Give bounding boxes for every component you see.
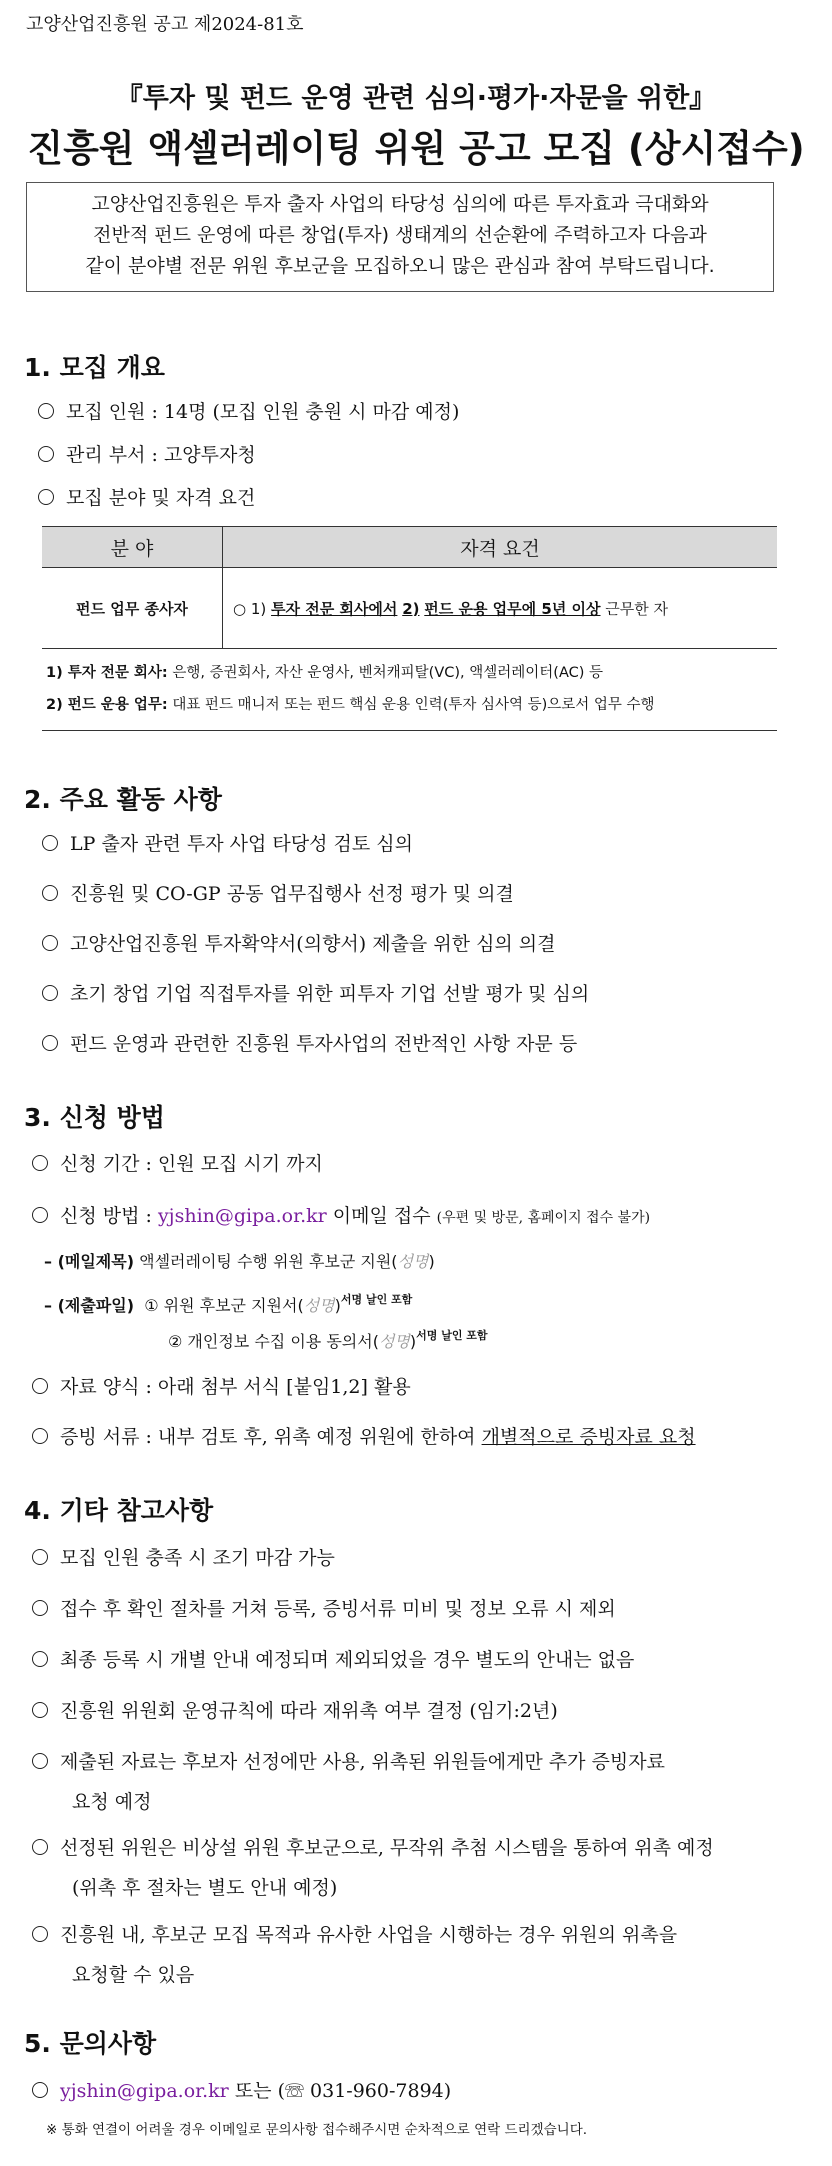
contact-email-link[interactable]: yjshin@gipa.or.kr: [60, 2080, 229, 2102]
section-4-heading: 4. 기타 참고사항: [24, 1496, 214, 1525]
list-item: 고양산업진흥원 투자확약서(의향서) 제출을 위한 심의 의결: [42, 929, 556, 956]
list-item: 진흥원 내, 후보군 모집 목적과 유사한 사업을 시행하는 경우 위원의 위촉을: [32, 1920, 677, 1947]
circle-bullet-icon: [32, 1549, 48, 1565]
circle-bullet-icon: [42, 985, 58, 1001]
page-title: 진흥원 액셀러레이팅 위원 공고 모집 (상시접수): [27, 127, 805, 170]
list-item: 증빙 서류 : 내부 검토 후, 위촉 예정 위원에 한하여 개별적으로 증빙자료 요청: [32, 1422, 696, 1449]
list-item-continuation: (위촉 후 절차는 별도 안내 예정): [72, 1877, 338, 1899]
intro-box: [26, 182, 774, 292]
section-2-heading: 2. 주요 활동 사항: [24, 785, 222, 814]
list-item: 펀드 운영과 관련한 진흥원 투자사업의 전반적인 사항 자문 등: [42, 1029, 577, 1056]
section-3-heading: 3. 신청 방법: [24, 1103, 165, 1132]
circle-bullet-icon: [32, 1207, 48, 1223]
title-line-1: 『투자 및 펀드 운영 관련 심의·평가·자문을 위한』: [115, 83, 717, 114]
list-item: 진흥원 위원회 운영규칙에 따라 재위촉 여부 결정 (임기:2년): [32, 1696, 558, 1723]
list-item: 초기 창업 기업 직접투자를 위한 피투자 기업 선발 평가 및 심의: [42, 979, 589, 1006]
list-item: 모집 인원 : 14명 (모집 인원 충원 시 마감 예정): [38, 397, 459, 424]
table-note: 1) 투자 전문 회사: 은행, 증권회사, 자산 운영사, 벤처캐피탈(VC), 액셀러레이터(AC) 등: [46, 665, 604, 681]
list-item: LP 출자 관련 투자 사업 타당성 검토 심의: [42, 829, 413, 856]
intro-line: 전반적 펀드 운영에 따른 창업(투자) 생태계의 선순환에 주력하고자 다음과: [93, 224, 707, 246]
table-row: [42, 568, 777, 649]
list-item-continuation: 요청할 수 있음: [72, 1964, 195, 1986]
list-item: 제출된 자료는 후보자 선정에만 사용, 위촉된 위원들에게만 추가 증빙자료: [32, 1747, 665, 1774]
list-item: 접수 후 확인 절차를 거쳐 등록, 증빙서류 미비 및 정보 오류 시 제외: [32, 1594, 616, 1621]
circle-bullet-icon: [32, 2082, 48, 2098]
table-header-row: [42, 527, 777, 568]
circle-bullet-icon: [38, 403, 54, 419]
contact-phone: (☏ 031-960-7894): [277, 2080, 452, 2102]
circle-bullet-icon: [32, 1155, 48, 1171]
circle-bullet-icon: [32, 1839, 48, 1855]
circle-bullet-icon: [42, 835, 58, 851]
list-item: 모집 인원 충족 시 조기 마감 가능: [32, 1543, 335, 1570]
circle-bullet-icon: [32, 1428, 48, 1444]
circle-bullet-icon: [32, 1651, 48, 1667]
divider: [42, 730, 777, 731]
list-item: 신청 기간 : 인원 모집 시기 까지: [32, 1149, 323, 1176]
table-header-requirements: 자격 요건: [223, 527, 778, 568]
intro-line: 같이 분야별 전문 위원 후보군을 모집하오니 많은 관심과 참여 부탁드립니다.: [85, 255, 715, 277]
contact-line: yjshin@gipa.or.kr 또는 (☏ 031-960-7894): [32, 2076, 451, 2103]
circle-bullet-icon: [38, 489, 54, 505]
list-item: 관리 부서 : 고양투자청: [38, 440, 256, 467]
table-header-field: 분 야: [42, 527, 223, 568]
mail-subject-line: – (메일제목) 액셀러레이팅 수행 위원 후보군 지원(성명): [44, 1252, 435, 1271]
intro-line: 고양산업진흥원은 투자 출자 사업의 타당성 심의에 따른 투자효과 극대화와: [91, 193, 709, 215]
list-item: 진흥원 및 CO-GP 공동 업무집행사 선정 평가 및 의결: [42, 879, 514, 906]
notice-number: 고양산업진흥원 공고 제2024-81호: [26, 14, 304, 35]
qualification-table: [42, 526, 777, 649]
list-item: 최종 등록 시 개별 안내 예정되며 제외되었을 경우 별도의 안내는 없음: [32, 1645, 634, 1672]
circle-bullet-icon: [32, 1753, 48, 1769]
circle-bullet-icon: [42, 935, 58, 951]
section-1-heading: 1. 모집 개요: [24, 353, 165, 382]
circle-bullet-icon: [32, 1600, 48, 1616]
list-item: 신청 방법 : yjshin@gipa.or.kr 이메일 접수 (우편 및 방문, 홈페이지 접수 불가): [32, 1201, 650, 1228]
contact-note: ※ 통화 연결이 어려울 경우 이메일로 문의사항 접수해주시면 순차적으로 연락 드리겠습니다.: [46, 2122, 588, 2138]
list-item: 자료 양식 : 아래 첨부 서식 [붙임1,2] 활용: [32, 1372, 411, 1399]
table-cell-requirements: ○ 1) 투자 전문 회사에서 2) 펀드 운용 업무에 5년 이상 근무한 자: [223, 568, 778, 649]
list-item: 선정된 위원은 비상설 위원 후보군으로, 무작위 추첨 시스템을 통하여 위촉 예정: [32, 1833, 714, 1860]
circle-bullet-icon: [42, 1035, 58, 1051]
circle-bullet-icon: [32, 1926, 48, 1942]
circle-bullet-icon: [42, 885, 58, 901]
circle-bullet-icon: [32, 1702, 48, 1718]
list-item: 모집 분야 및 자격 요건: [38, 483, 255, 510]
application-email-link[interactable]: yjshin@gipa.or.kr: [157, 1205, 327, 1227]
submit-files-line: ② 개인정보 수집 이용 동의서(성명)$^{서명 날인 포함}$: [168, 1329, 488, 1351]
submit-files-line: – (제출파일) ① 위원 후보군 지원서(성명)$^{서명 날인 포함}$: [44, 1293, 413, 1315]
table-cell-field: 펀드 업무 종사자: [42, 568, 223, 649]
list-item-continuation: 요청 예정: [72, 1791, 152, 1813]
circle-bullet-icon: [38, 446, 54, 462]
table-note: 2) 펀드 운용 업무: 대표 펀드 매니저 또는 펀드 핵심 운용 인력(투자 심사역 등)으로서 업무 수행: [46, 697, 655, 713]
circle-bullet-icon: [32, 1378, 48, 1394]
section-5-heading: 5. 문의사항: [24, 2029, 157, 2058]
